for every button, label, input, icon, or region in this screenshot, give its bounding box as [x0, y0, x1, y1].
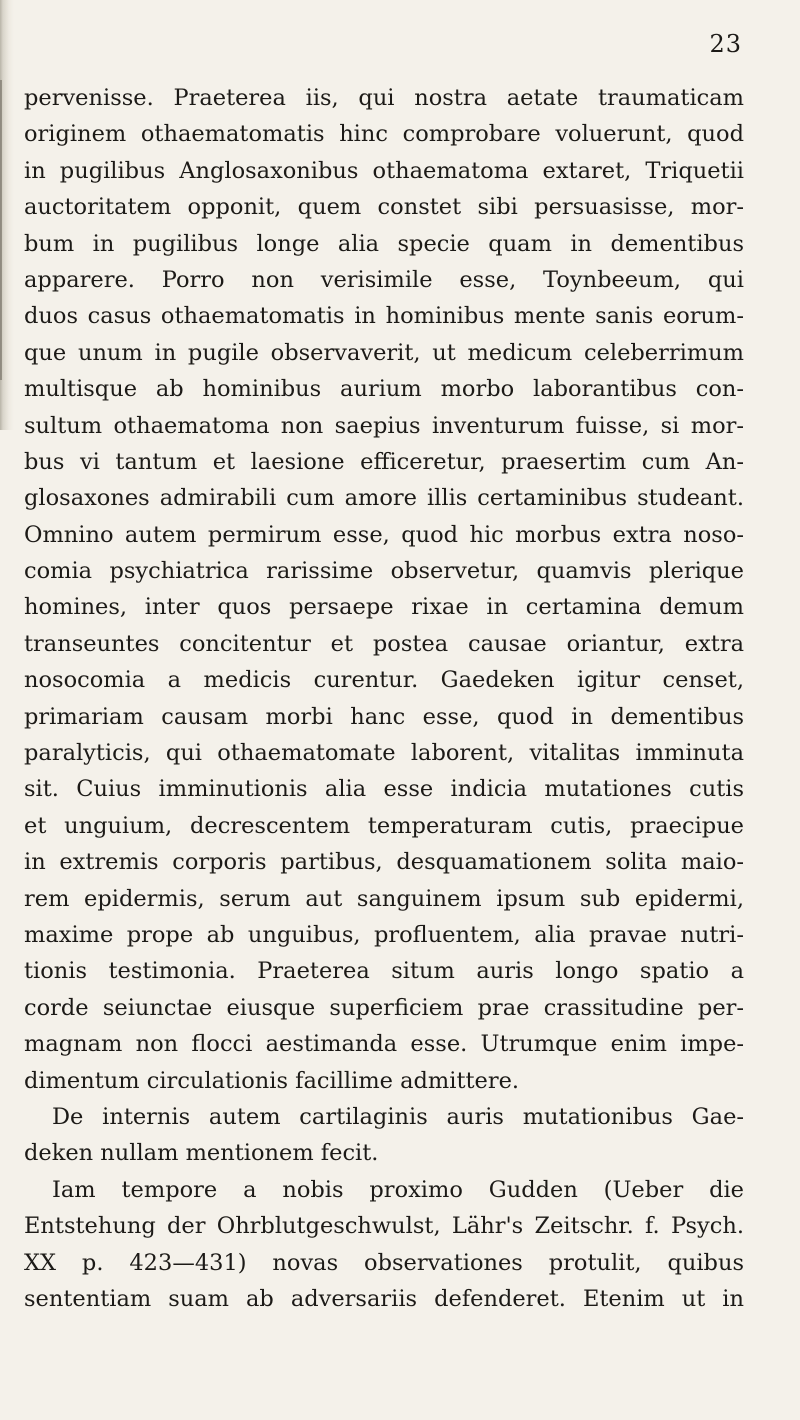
text-line: que unum in pugile observaverit, ut medicum celeberrimum [24, 339, 744, 366]
text-line: auctoritatem opponit, quem constet sibi persuasisse, mor- [24, 194, 744, 221]
text-line: originem othaematomatis hinc comprobare voluerunt, quod [24, 121, 744, 148]
text-line: XX p. 423—431) novas observationes protulit, quibus [24, 1249, 744, 1276]
text-line: sit. Cuius imminutionis alia esse indicia mutationes cutis [24, 776, 744, 803]
text-line: duos casus othaematomatis in hominibus mente sanis eorum- [24, 303, 744, 330]
text-line: dimentum circulationis facillime admittere. [24, 1067, 520, 1094]
text-line: tionis testimonia. Praeterea situm auris longo spatio a [24, 958, 744, 985]
text-line: in extremis corporis partibus, desquamationem solita maio- [24, 849, 744, 876]
text-line: Omnino autem permirum esse, quod hic morbus extra noso- [24, 521, 744, 548]
text-line: rem epidermis, serum aut sanguinem ipsum sub epidermi, [24, 885, 744, 912]
page-binding-line [0, 80, 2, 380]
text-line: comia psychiatrica rarissime observetur, quamvis plerique [24, 558, 744, 585]
text-line: nosocomia a medicis curentur. Gaedeken igitur censet, [24, 667, 744, 694]
text-line: corde seiunctae eiusque superficiem prae crassitudine per- [24, 994, 744, 1021]
text-line: paralyticis, qui othaematomate laborent, vitalitas imminuta [24, 740, 744, 767]
text-line: Iam tempore a nobis proximo Gudden (Ueber die [52, 1176, 744, 1203]
text-line: multisque ab hominibus aurium morbo laborantibus con- [24, 376, 744, 403]
text-line: homines, inter quos persaepe rixae in certamina demum [24, 594, 744, 621]
text-line: bus vi tantum et laesione efficeretur, praesertim cum An- [24, 448, 744, 475]
text-line: Entstehung der Ohrblutgeschwulst, Lähr's Zeitschr. f. Psych. [24, 1213, 744, 1240]
text-line: bum in pugilibus longe alia specie quam in dementibus [24, 230, 744, 257]
text-line: et unguium, decrescentem temperaturam cutis, praecipue [24, 812, 744, 839]
text-line: primariam causam morbi hanc esse, quod in dementibus [24, 703, 744, 730]
text-line: glosaxones admirabili cum amore illis certaminibus studeant. [24, 485, 744, 512]
page-left-edge-shadow [0, 0, 14, 430]
text-line: transeuntes concitentur et postea causae oriantur, extra [24, 630, 744, 657]
text-line: pervenisse. Praeterea iis, qui nostra aetate traumaticam [24, 85, 744, 111]
text-line: sultum othaematoma non saepius inventurum fuisse, si mor- [24, 412, 744, 439]
text-line: maxime prope ab unguibus, profluentem, alia pravae nutri- [24, 921, 744, 948]
text-line: apparere. Porro non verisimile esse, Toynbeeum, qui [24, 266, 744, 293]
body-text [24, 80, 744, 1317]
text-line: in pugilibus Anglosaxonibus othaematoma extaret, Triquetii [24, 157, 744, 184]
text-line: magnam non flocci aestimanda esse. Utrumque enim impe- [24, 1031, 744, 1058]
page-number: 23 [709, 30, 742, 58]
text-line: deken nullam mentionem fecit. [24, 1140, 379, 1167]
text-line: sententiam suam ab adversariis defenderet. Etenim ut in [24, 1285, 744, 1312]
text-line: De internis autem cartilaginis auris mutationibus Gae- [52, 1103, 744, 1130]
